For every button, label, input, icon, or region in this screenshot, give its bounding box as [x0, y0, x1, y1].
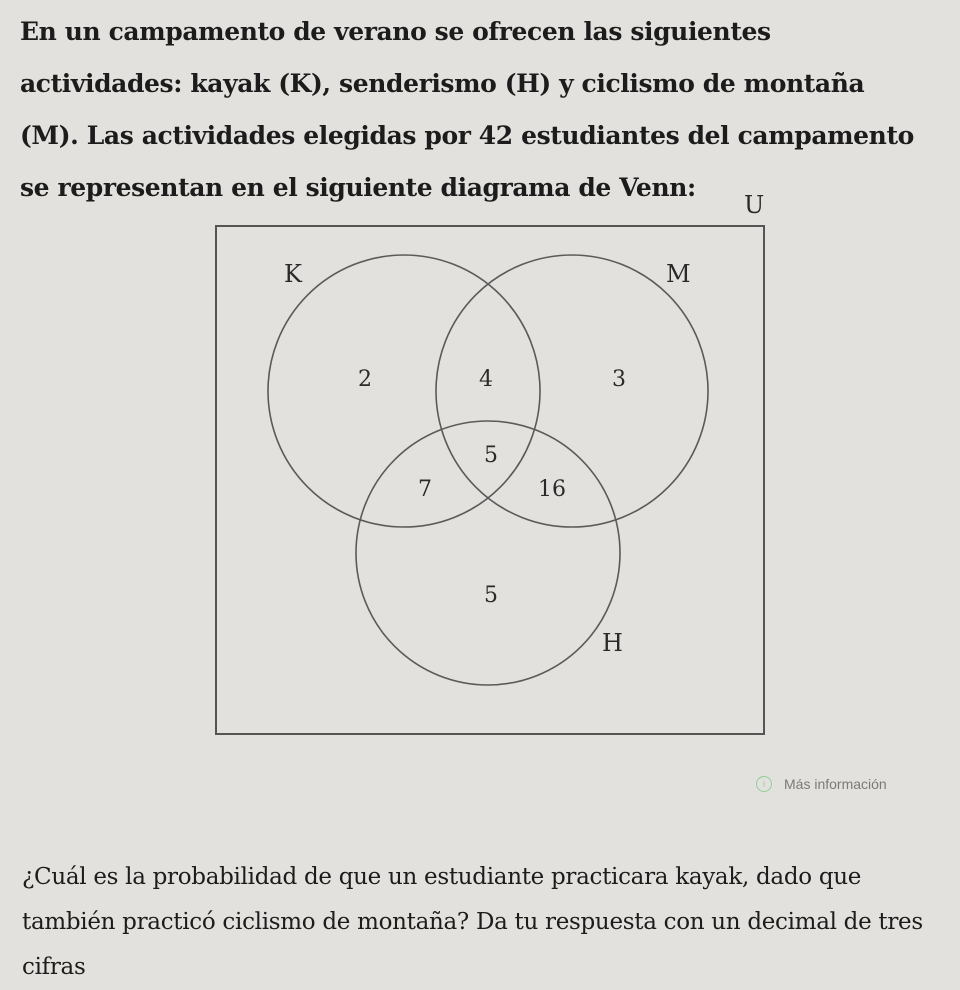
- universe-rectangle: [216, 226, 764, 734]
- set-h-label: H: [602, 629, 623, 657]
- region-h-only: 5: [484, 583, 498, 608]
- region-k-only: 2: [358, 367, 372, 392]
- region-k-m: 4: [479, 367, 493, 392]
- region-k-m-h: 5: [484, 443, 498, 468]
- set-m-label: M: [666, 260, 691, 288]
- region-k-h: 7: [418, 477, 432, 502]
- set-m-circle: [436, 255, 708, 527]
- more-info-label: Más información: [784, 776, 887, 792]
- universe-label: U: [744, 191, 765, 219]
- more-info-link[interactable]: [756, 776, 887, 792]
- region-m-h: 16: [538, 477, 566, 502]
- problem-intro: En un campamento de verano se ofrecen las siguientes actividades: kayak (K), senderismo (H) y ciclismo de montaña (M). Las actividades elegidas por 42 estudiantes del campamento se representan en el siguiente diagrama de Venn:: [20, 17, 914, 202]
- info-icon: i: [756, 776, 772, 792]
- set-k-label: K: [284, 260, 302, 288]
- set-k-circle: [268, 255, 540, 527]
- region-m-only: 3: [612, 367, 626, 392]
- question-text: ¿Cuál es la probabilidad de que un estudiante practicara kayak, dado que también practicó ciclismo de montaña? Da tu respuesta con un decimal de tres cifras: [22, 864, 923, 980]
